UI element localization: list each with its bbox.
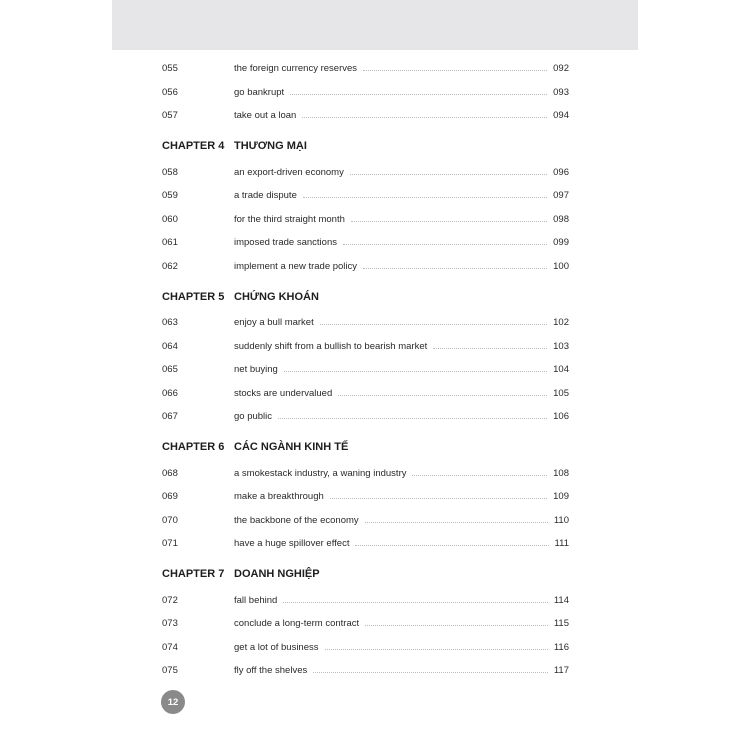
- dot-leader: [320, 324, 547, 325]
- dot-leader: [278, 418, 547, 419]
- chapter-title: CHỨNG KHOÁN: [234, 290, 319, 303]
- entry-page: 114: [553, 594, 569, 606]
- chapter-title: CÁC NGÀNH KINH TẾ: [234, 441, 349, 453]
- entry-page: 102: [553, 317, 569, 329]
- chapter-heading: [162, 285, 569, 308]
- page-number-badge: 12: [161, 690, 185, 714]
- dot-leader: [284, 371, 547, 372]
- entry-title: imposed trade sanctions: [234, 237, 337, 249]
- entry-page: 092: [553, 63, 569, 75]
- dot-leader: [290, 94, 547, 95]
- entry-title: conclude a long-term contract: [234, 618, 360, 630]
- chapter-heading: [162, 436, 569, 459]
- entry-title: the foreign currency reserves: [234, 63, 358, 75]
- entry-number: 074: [162, 641, 178, 653]
- dot-leader: [283, 602, 548, 603]
- entry-number: 056: [162, 86, 178, 98]
- toc-entry[interactable]: [162, 57, 569, 81]
- entry-title: take out a loan: [234, 110, 297, 122]
- dot-leader: [363, 268, 547, 269]
- toc-entry[interactable]: [162, 208, 569, 232]
- entry-page: 116: [553, 641, 569, 653]
- entry-title: net buying: [234, 364, 278, 376]
- chapter-label: CHAPTER 5: [162, 290, 225, 303]
- chapter-heading: [162, 563, 569, 586]
- entry-title: enjoy a bull market: [234, 317, 314, 329]
- chapter-label: CHAPTER 6: [162, 441, 225, 453]
- dot-leader: [363, 70, 547, 71]
- toc-entry[interactable]: [162, 382, 569, 406]
- toc-entry[interactable]: [162, 335, 569, 359]
- dot-leader: [325, 649, 548, 650]
- entry-page: 115: [553, 618, 569, 630]
- toc-entry[interactable]: [162, 231, 569, 255]
- entry-page: 109: [553, 491, 569, 503]
- entry-number: 064: [162, 340, 178, 352]
- toc-entry[interactable]: [162, 255, 569, 279]
- entry-title: suddenly shift from a bullish to bearish market: [234, 340, 428, 352]
- entry-page: 104: [553, 364, 569, 376]
- entry-page: 110: [553, 514, 569, 526]
- chapter-title: DOANH NGHIỆP: [234, 568, 320, 580]
- toc-entry[interactable]: [162, 612, 569, 636]
- entry-number: 072: [162, 594, 178, 606]
- entry-title: a smokestack industry, a waning industry: [234, 467, 407, 479]
- dot-leader: [338, 395, 547, 396]
- entry-number: 075: [162, 665, 178, 677]
- dot-leader: [351, 221, 547, 222]
- toc-entry[interactable]: [162, 161, 569, 185]
- entry-title: a trade dispute: [234, 190, 297, 202]
- entry-number: 069: [162, 491, 178, 503]
- entry-page: 105: [553, 387, 569, 399]
- table-of-contents: [162, 57, 569, 683]
- dot-leader: [365, 625, 548, 626]
- entry-title: fly off the shelves: [234, 665, 308, 677]
- toc-entry[interactable]: [162, 485, 569, 509]
- dot-leader: [433, 348, 547, 349]
- entry-title: the backbone of the economy: [234, 514, 359, 526]
- toc-entry[interactable]: [162, 509, 569, 533]
- entry-page: 106: [553, 411, 569, 423]
- entry-number: 055: [162, 63, 178, 75]
- dot-leader: [350, 174, 547, 175]
- entry-number: 071: [162, 538, 178, 550]
- entry-title: for the third straight month: [234, 213, 345, 225]
- toc-entry[interactable]: [162, 405, 569, 429]
- dot-leader: [343, 244, 547, 245]
- toc-entry[interactable]: [162, 589, 569, 613]
- entry-title: an export-driven economy: [234, 166, 344, 178]
- chapter-title: THƯƠNG MẠI: [234, 140, 307, 152]
- chapter-label: CHAPTER 7: [162, 568, 225, 580]
- entry-page: 099: [553, 237, 569, 249]
- chapter-heading: [162, 135, 569, 158]
- entry-number: 073: [162, 618, 178, 630]
- header-band: [112, 0, 638, 50]
- entry-number: 070: [162, 514, 178, 526]
- entry-number: 066: [162, 387, 178, 399]
- entry-title: implement a new trade policy: [234, 260, 358, 272]
- entry-title: get a lot of business: [234, 641, 319, 653]
- toc-entry[interactable]: [162, 311, 569, 335]
- entry-page: 103: [553, 340, 569, 352]
- entry-number: 062: [162, 260, 178, 272]
- entry-page: 100: [553, 260, 569, 272]
- entry-number: 061: [162, 237, 178, 249]
- entry-page: 094: [553, 110, 569, 122]
- toc-entry[interactable]: [162, 532, 569, 556]
- entry-number: 058: [162, 166, 178, 178]
- toc-entry[interactable]: [162, 184, 569, 208]
- entry-number: 057: [162, 110, 178, 122]
- entry-number: 059: [162, 190, 178, 202]
- dot-leader: [302, 117, 547, 118]
- entry-title: have a huge spillover effect: [234, 538, 350, 550]
- toc-entry[interactable]: [162, 636, 569, 660]
- dot-leader: [313, 672, 548, 673]
- toc-entry[interactable]: [162, 659, 569, 683]
- entry-page: 097: [553, 190, 569, 202]
- chapter-label: CHAPTER 4: [162, 140, 225, 152]
- entry-number: 067: [162, 411, 178, 423]
- entry-number: 063: [162, 317, 178, 329]
- toc-entry[interactable]: [162, 81, 569, 105]
- dot-leader: [365, 522, 548, 523]
- entry-number: 068: [162, 467, 178, 479]
- dot-leader: [330, 498, 547, 499]
- entry-number: 060: [162, 213, 178, 225]
- toc-entry[interactable]: [162, 104, 569, 128]
- entry-page: 098: [553, 213, 569, 225]
- entry-title: make a breakthrough: [234, 491, 324, 503]
- entry-page: 111: [554, 538, 569, 550]
- dot-leader: [412, 475, 547, 476]
- toc-entry[interactable]: [162, 358, 569, 382]
- entry-page: 108: [553, 467, 569, 479]
- entry-page: 093: [553, 86, 569, 98]
- entry-title: go public: [234, 411, 273, 423]
- entry-title: go bankrupt: [234, 86, 285, 98]
- toc-entry[interactable]: [162, 462, 569, 486]
- entry-title: fall behind: [234, 594, 278, 606]
- dot-leader: [303, 197, 547, 198]
- dot-leader: [355, 545, 548, 546]
- entry-title: stocks are undervalued: [234, 387, 333, 399]
- entry-page: 096: [553, 166, 569, 178]
- entry-page: 117: [553, 665, 569, 677]
- entry-number: 065: [162, 364, 178, 376]
